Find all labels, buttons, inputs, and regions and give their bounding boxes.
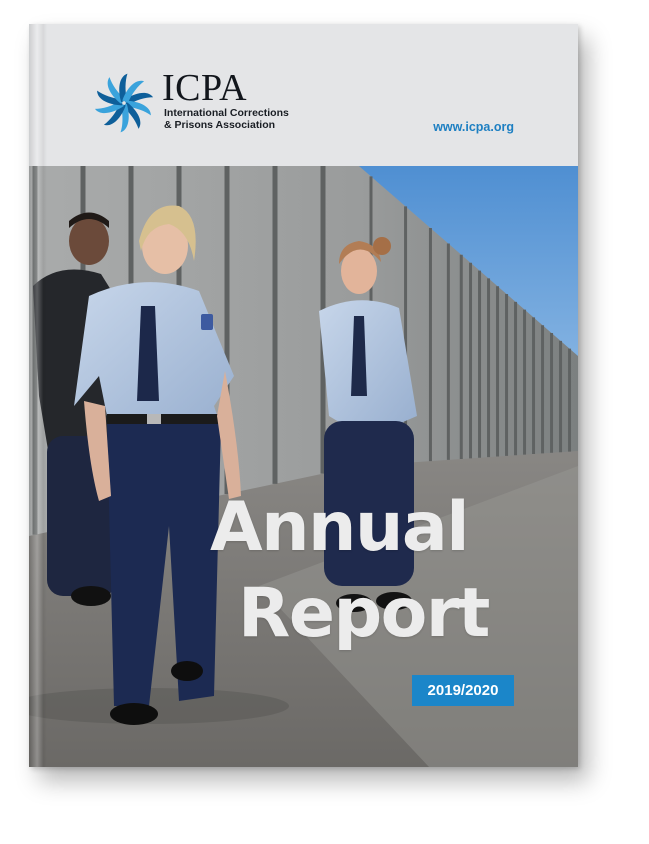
logo-name-line2: & Prisons Association (164, 119, 276, 131)
pinwheel-logo-icon (93, 72, 155, 134)
year-badge: 2019/2020 (412, 675, 514, 706)
website-link[interactable]: www.icpa.org (433, 120, 514, 134)
annual-report-cover (29, 24, 578, 767)
cover-title-line1: Annual (210, 488, 469, 567)
logo-name-line1: International Corrections (164, 107, 289, 119)
cover-title-line2: Report (238, 574, 489, 653)
cover-header (29, 24, 578, 166)
logo-acronym: ICPA (162, 67, 248, 109)
